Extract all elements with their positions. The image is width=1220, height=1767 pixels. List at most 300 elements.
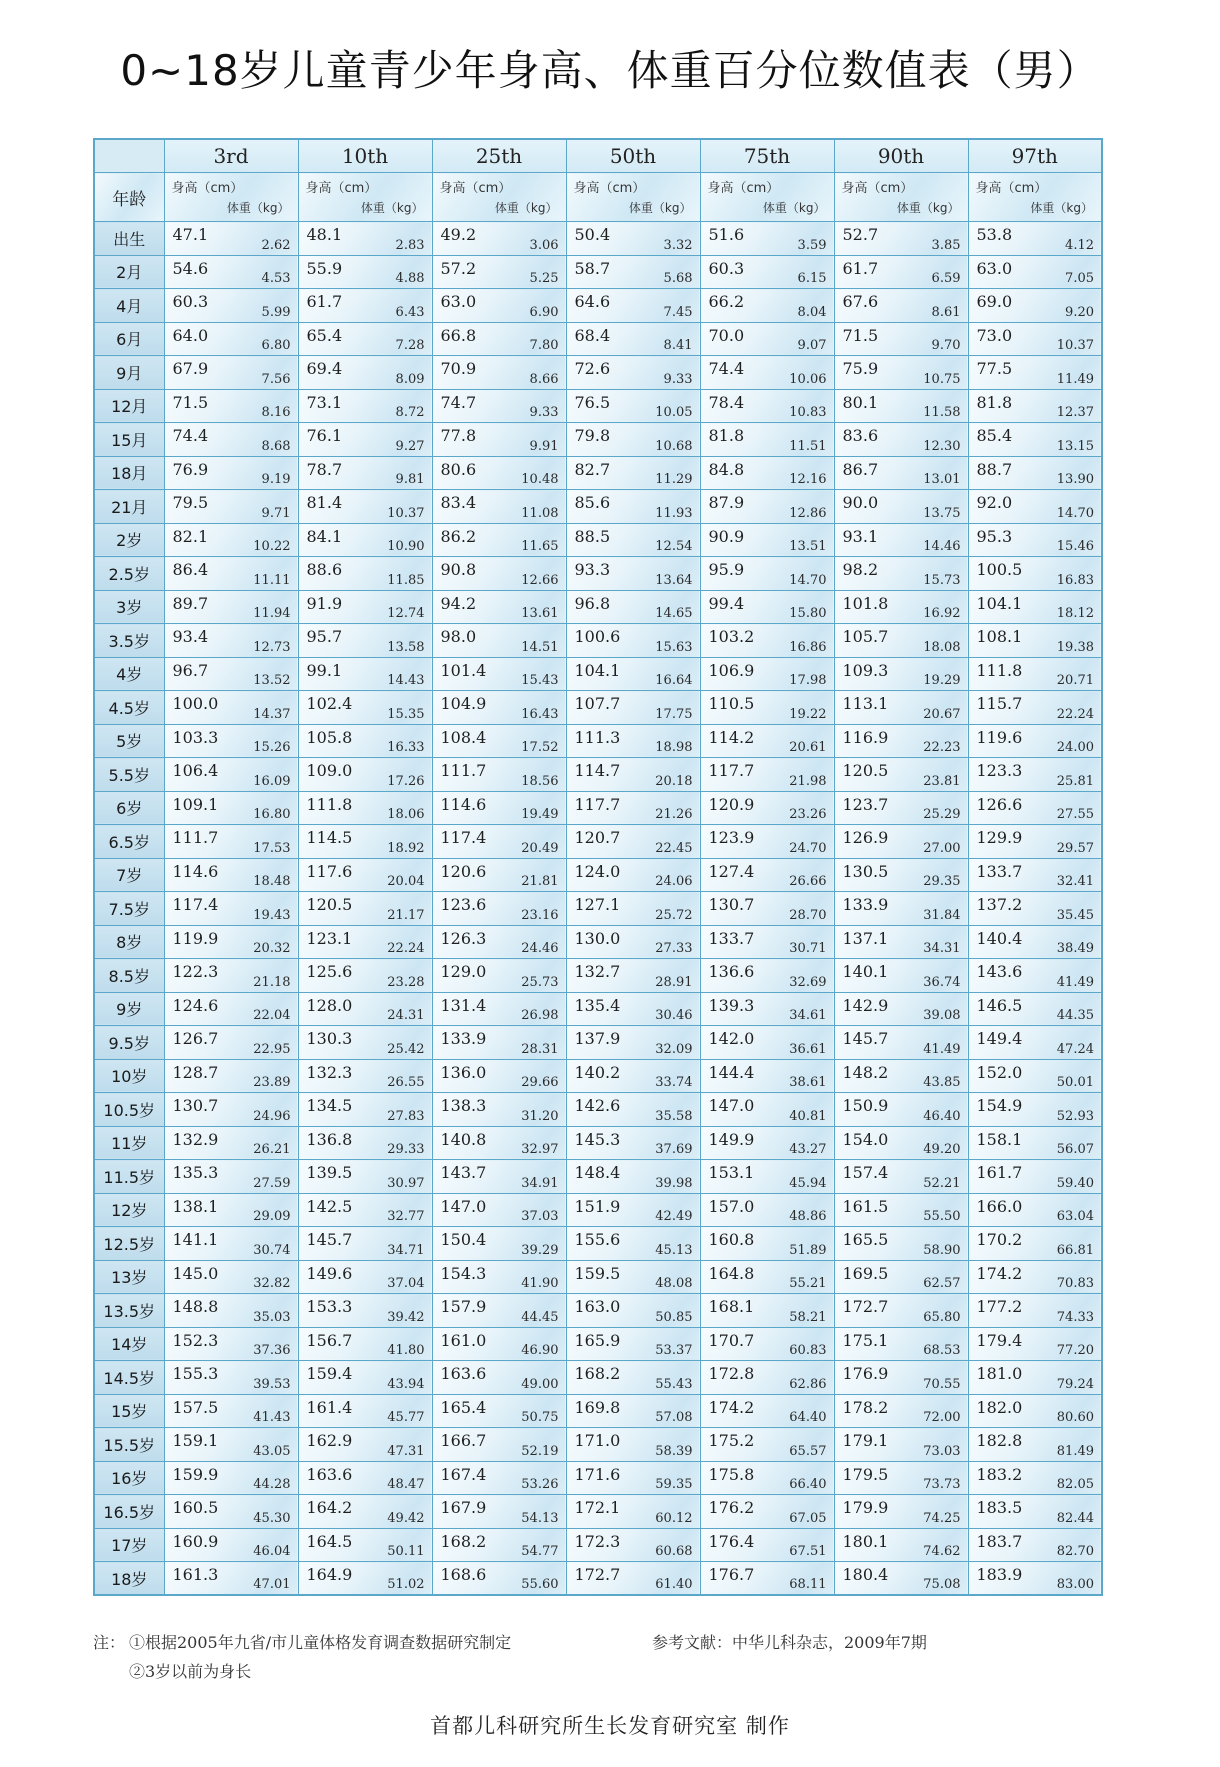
table-row bbox=[94, 557, 1102, 591]
weight-value: 16.43 bbox=[521, 706, 559, 722]
table-row bbox=[94, 791, 1102, 825]
weight-value: 82.05 bbox=[1056, 1477, 1094, 1492]
weight-value: 38.61 bbox=[789, 1075, 827, 1090]
value-cell bbox=[298, 1193, 432, 1227]
weight-value: 27.33 bbox=[655, 941, 693, 956]
height-value: 132.3 bbox=[306, 1062, 353, 1082]
value-cell bbox=[164, 255, 298, 289]
value-cell bbox=[298, 624, 432, 658]
value-cell bbox=[164, 557, 298, 591]
value-cell bbox=[566, 1026, 700, 1060]
height-value: 158.1 bbox=[976, 1129, 1023, 1149]
height-value: 86.7 bbox=[842, 459, 879, 479]
height-value: 110.5 bbox=[708, 694, 755, 713]
height-value: 157.5 bbox=[172, 1397, 219, 1417]
table-row bbox=[94, 389, 1102, 423]
value-cell bbox=[566, 1160, 700, 1194]
value-cell bbox=[432, 1394, 566, 1428]
value-cell bbox=[834, 490, 968, 524]
weight-value: 20.61 bbox=[789, 740, 827, 755]
height-value: 98.2 bbox=[842, 560, 879, 579]
height-value: 87.9 bbox=[708, 493, 745, 512]
weight-value: 24.31 bbox=[387, 1008, 425, 1023]
weight-value: 21.17 bbox=[387, 907, 425, 923]
value-cell bbox=[968, 523, 1102, 557]
weight-value: 34.91 bbox=[521, 1175, 559, 1191]
weight-value: 14.46 bbox=[923, 539, 961, 554]
value-cell bbox=[834, 691, 968, 725]
weight-value: 82.44 bbox=[1056, 1510, 1094, 1526]
weight-value: 18.12 bbox=[1056, 606, 1094, 621]
weight-value: 8.68 bbox=[261, 438, 291, 454]
value-cell bbox=[164, 1394, 298, 1428]
weight-value: 45.13 bbox=[655, 1242, 693, 1258]
weight-value: 53.26 bbox=[521, 1477, 559, 1492]
height-value: 143.6 bbox=[976, 962, 1023, 981]
weight-value: 59.40 bbox=[1056, 1175, 1094, 1191]
value-cell bbox=[298, 222, 432, 256]
height-unit-label: 身高（cm） bbox=[573, 181, 646, 196]
height-value: 154.9 bbox=[976, 1096, 1023, 1115]
weight-value: 40.81 bbox=[789, 1108, 827, 1124]
height-value: 130.7 bbox=[172, 1096, 219, 1115]
weight-value: 46.04 bbox=[253, 1544, 291, 1559]
height-value: 113.1 bbox=[842, 694, 889, 713]
weight-value: 15.80 bbox=[789, 606, 827, 621]
weight-value: 47.24 bbox=[1056, 1041, 1094, 1057]
height-value: 114.7 bbox=[574, 761, 621, 780]
value-cell bbox=[298, 1428, 432, 1462]
height-value: 74.7 bbox=[440, 392, 477, 412]
weight-value: 26.21 bbox=[253, 1142, 291, 1157]
height-value: 180.1 bbox=[842, 1531, 889, 1551]
height-value: 83.4 bbox=[440, 493, 477, 512]
value-cell bbox=[432, 1361, 566, 1395]
weight-value: 27.00 bbox=[923, 840, 961, 856]
weight-value: 25.81 bbox=[1056, 773, 1094, 789]
value-cell bbox=[432, 1562, 566, 1596]
value-cell bbox=[432, 1093, 566, 1127]
value-cell bbox=[566, 624, 700, 658]
value-cell bbox=[566, 691, 700, 725]
value-cell bbox=[164, 992, 298, 1026]
height-value: 129.9 bbox=[976, 828, 1023, 847]
weight-value: 10.90 bbox=[387, 539, 425, 554]
weight-value: 35.58 bbox=[655, 1108, 693, 1124]
height-value: 109.0 bbox=[306, 761, 353, 780]
height-value: 73.0 bbox=[976, 325, 1013, 345]
value-cell bbox=[298, 1126, 432, 1160]
weight-value: 12.86 bbox=[789, 505, 827, 521]
table-row bbox=[94, 1495, 1102, 1529]
height-value: 64.6 bbox=[574, 292, 611, 311]
weight-value: 24.96 bbox=[253, 1108, 291, 1124]
value-cell bbox=[700, 791, 834, 825]
weight-value: 66.40 bbox=[789, 1477, 827, 1492]
value-cell bbox=[164, 1093, 298, 1127]
value-cell bbox=[298, 724, 432, 758]
value-cell bbox=[700, 959, 834, 993]
height-value: 94.2 bbox=[440, 593, 477, 613]
table-row bbox=[94, 657, 1102, 691]
weight-value: 62.57 bbox=[923, 1276, 961, 1291]
value-cell bbox=[164, 1495, 298, 1529]
weight-value: 24.00 bbox=[1056, 740, 1094, 755]
value-cell bbox=[566, 490, 700, 524]
age-cell: 12.5岁 bbox=[94, 1227, 164, 1261]
height-value: 92.0 bbox=[976, 493, 1013, 512]
weight-value: 22.95 bbox=[253, 1041, 291, 1057]
height-value: 148.4 bbox=[574, 1163, 621, 1182]
weight-value: 21.26 bbox=[655, 807, 693, 822]
height-value: 179.4 bbox=[976, 1330, 1023, 1350]
table-row bbox=[94, 1294, 1102, 1328]
height-value: 159.5 bbox=[574, 1263, 621, 1283]
weight-value: 18.56 bbox=[521, 773, 559, 789]
weight-value: 15.35 bbox=[387, 706, 425, 722]
height-value: 104.9 bbox=[440, 694, 487, 713]
height-value: 169.8 bbox=[574, 1397, 621, 1417]
value-cell bbox=[968, 1562, 1102, 1596]
value-cell bbox=[432, 1327, 566, 1361]
weight-value: 14.37 bbox=[253, 706, 291, 722]
height-value: 89.7 bbox=[172, 593, 209, 613]
weight-value: 10.75 bbox=[923, 371, 961, 387]
value-cell bbox=[834, 825, 968, 859]
height-value: 82.7 bbox=[574, 459, 611, 479]
value-cell bbox=[968, 1428, 1102, 1462]
table-row bbox=[94, 1562, 1102, 1596]
value-cell bbox=[432, 791, 566, 825]
height-value: 153.3 bbox=[306, 1297, 353, 1316]
height-value: 85.4 bbox=[976, 426, 1013, 445]
value-cell bbox=[834, 892, 968, 926]
value-cell bbox=[298, 389, 432, 423]
height-value: 144.4 bbox=[708, 1062, 755, 1082]
value-cell bbox=[968, 1327, 1102, 1361]
value-cell bbox=[700, 557, 834, 591]
weight-value: 67.51 bbox=[789, 1544, 827, 1559]
percentile-header: 3rd bbox=[164, 139, 298, 173]
weight-value: 15.63 bbox=[655, 639, 693, 655]
weight-value: 5.99 bbox=[261, 304, 291, 320]
age-cell: 4月 bbox=[94, 289, 164, 323]
weight-value: 8.61 bbox=[931, 304, 961, 320]
weight-value: 23.81 bbox=[923, 773, 961, 789]
height-value: 172.7 bbox=[842, 1297, 889, 1316]
table-row bbox=[94, 1394, 1102, 1428]
value-cell bbox=[432, 691, 566, 725]
weight-value: 9.33 bbox=[663, 371, 693, 387]
weight-value: 39.98 bbox=[655, 1175, 693, 1191]
value-cell bbox=[968, 1361, 1102, 1395]
measure-header bbox=[164, 173, 298, 222]
weight-value: 23.16 bbox=[521, 907, 559, 923]
value-cell bbox=[566, 758, 700, 792]
height-value: 117.4 bbox=[440, 828, 487, 847]
height-value: 130.7 bbox=[708, 895, 755, 914]
value-cell bbox=[700, 1495, 834, 1529]
table-row bbox=[94, 1227, 1102, 1261]
weight-value: 48.86 bbox=[789, 1209, 827, 1224]
height-value: 81.8 bbox=[708, 426, 745, 445]
value-cell bbox=[700, 657, 834, 691]
value-cell bbox=[432, 1160, 566, 1194]
value-cell bbox=[834, 624, 968, 658]
age-cell: 5.5岁 bbox=[94, 758, 164, 792]
value-cell bbox=[566, 1193, 700, 1227]
value-cell bbox=[834, 1528, 968, 1562]
table-row bbox=[94, 322, 1102, 356]
value-cell bbox=[834, 1059, 968, 1093]
height-value: 145.7 bbox=[306, 1230, 353, 1249]
value-cell bbox=[700, 523, 834, 557]
value-cell bbox=[566, 1394, 700, 1428]
weight-value: 27.83 bbox=[387, 1108, 425, 1124]
value-cell bbox=[164, 1294, 298, 1328]
height-value: 100.6 bbox=[574, 627, 621, 646]
value-cell bbox=[432, 255, 566, 289]
height-value: 157.9 bbox=[440, 1297, 487, 1316]
height-value: 148.8 bbox=[172, 1297, 219, 1316]
height-value: 93.1 bbox=[842, 526, 879, 546]
height-value: 164.5 bbox=[306, 1531, 353, 1551]
weight-value: 11.93 bbox=[655, 505, 693, 521]
height-value: 108.4 bbox=[440, 727, 487, 747]
weight-value: 21.98 bbox=[789, 773, 827, 789]
weight-value: 22.04 bbox=[253, 1008, 291, 1023]
weight-value: 11.29 bbox=[655, 472, 693, 487]
value-cell bbox=[834, 356, 968, 390]
height-value: 111.3 bbox=[574, 727, 621, 747]
weight-unit-label: 体重（kg） bbox=[628, 201, 692, 215]
value-cell bbox=[968, 925, 1102, 959]
height-value: 117.6 bbox=[306, 861, 353, 881]
height-value: 69.0 bbox=[976, 292, 1013, 311]
value-cell bbox=[968, 1528, 1102, 1562]
value-cell bbox=[968, 724, 1102, 758]
height-value: 145.0 bbox=[172, 1263, 219, 1283]
weight-value: 30.46 bbox=[655, 1008, 693, 1023]
weight-value: 7.56 bbox=[261, 371, 291, 387]
weight-value: 65.57 bbox=[789, 1443, 827, 1459]
value-cell bbox=[968, 423, 1102, 457]
height-value: 167.4 bbox=[440, 1464, 487, 1484]
weight-value: 70.55 bbox=[923, 1376, 961, 1392]
age-cell: 15岁 bbox=[94, 1394, 164, 1428]
value-cell bbox=[566, 791, 700, 825]
value-cell bbox=[968, 858, 1102, 892]
value-cell bbox=[164, 1461, 298, 1495]
value-cell bbox=[164, 691, 298, 725]
height-value: 95.3 bbox=[976, 526, 1013, 546]
weight-value: 39.42 bbox=[387, 1309, 425, 1325]
weight-value: 24.06 bbox=[655, 874, 693, 889]
height-value: 76.5 bbox=[574, 392, 611, 412]
value-cell bbox=[566, 356, 700, 390]
weight-value: 29.33 bbox=[387, 1142, 425, 1157]
height-value: 126.3 bbox=[440, 928, 487, 948]
value-cell bbox=[968, 456, 1102, 490]
height-value: 84.1 bbox=[306, 526, 343, 546]
value-cell bbox=[700, 255, 834, 289]
value-cell bbox=[164, 758, 298, 792]
value-cell bbox=[700, 356, 834, 390]
height-value: 165.5 bbox=[842, 1230, 889, 1249]
weight-value: 52.21 bbox=[923, 1175, 961, 1191]
weight-value: 32.69 bbox=[789, 974, 827, 990]
height-value: 168.1 bbox=[708, 1297, 755, 1316]
height-value: 104.1 bbox=[976, 593, 1023, 613]
value-cell bbox=[432, 1026, 566, 1060]
weight-value: 60.68 bbox=[655, 1544, 693, 1559]
height-value: 74.4 bbox=[708, 359, 745, 378]
table-row bbox=[94, 1059, 1102, 1093]
weight-value: 46.40 bbox=[923, 1108, 961, 1124]
height-value: 135.4 bbox=[574, 995, 621, 1015]
height-value: 55.9 bbox=[306, 258, 343, 278]
value-cell bbox=[834, 925, 968, 959]
value-cell bbox=[700, 1059, 834, 1093]
value-cell bbox=[968, 557, 1102, 591]
value-cell bbox=[164, 1260, 298, 1294]
height-value: 149.4 bbox=[976, 1029, 1023, 1048]
height-value: 160.9 bbox=[172, 1531, 219, 1551]
value-cell bbox=[834, 222, 968, 256]
value-cell bbox=[298, 1528, 432, 1562]
height-value: 177.2 bbox=[976, 1297, 1023, 1316]
value-cell bbox=[298, 858, 432, 892]
height-value: 70.9 bbox=[440, 359, 477, 378]
value-cell bbox=[566, 255, 700, 289]
value-cell bbox=[432, 959, 566, 993]
weight-value: 8.72 bbox=[395, 405, 425, 420]
height-value: 147.0 bbox=[440, 1196, 487, 1216]
value-cell bbox=[432, 423, 566, 457]
height-value: 133.7 bbox=[976, 861, 1023, 881]
height-value: 181.0 bbox=[976, 1364, 1023, 1383]
value-cell bbox=[566, 959, 700, 993]
weight-value: 54.77 bbox=[521, 1544, 559, 1559]
height-value: 91.9 bbox=[306, 593, 343, 613]
weight-value: 64.40 bbox=[789, 1410, 827, 1425]
value-cell bbox=[968, 1394, 1102, 1428]
value-cell bbox=[432, 624, 566, 658]
height-value: 131.4 bbox=[440, 995, 487, 1015]
value-cell bbox=[432, 657, 566, 691]
age-cell: 13岁 bbox=[94, 1260, 164, 1294]
height-value: 69.4 bbox=[306, 359, 343, 378]
height-value: 61.7 bbox=[842, 258, 879, 278]
weight-value: 6.80 bbox=[261, 338, 291, 353]
value-cell bbox=[566, 1528, 700, 1562]
height-value: 66.8 bbox=[440, 325, 477, 345]
value-cell bbox=[164, 1562, 298, 1596]
height-value: 81.8 bbox=[976, 392, 1013, 412]
value-cell bbox=[700, 1394, 834, 1428]
height-value: 138.3 bbox=[440, 1096, 487, 1115]
age-cell: 16岁 bbox=[94, 1461, 164, 1495]
weight-value: 50.75 bbox=[521, 1410, 559, 1425]
weight-value: 9.27 bbox=[395, 438, 425, 454]
height-value: 117.4 bbox=[172, 895, 219, 914]
height-value: 147.0 bbox=[708, 1096, 755, 1115]
value-cell bbox=[700, 758, 834, 792]
age-cell: 6.5岁 bbox=[94, 825, 164, 859]
weight-value: 4.88 bbox=[395, 271, 425, 286]
value-cell bbox=[432, 322, 566, 356]
value-cell bbox=[834, 1026, 968, 1060]
height-value: 128.7 bbox=[172, 1062, 219, 1082]
height-value: 149.9 bbox=[708, 1129, 755, 1149]
value-cell bbox=[700, 825, 834, 859]
age-cell: 3岁 bbox=[94, 590, 164, 624]
weight-value: 25.42 bbox=[387, 1041, 425, 1057]
value-cell bbox=[700, 322, 834, 356]
height-value: 119.9 bbox=[172, 928, 219, 948]
value-cell bbox=[834, 1093, 968, 1127]
value-cell bbox=[164, 1361, 298, 1395]
height-value: 165.4 bbox=[440, 1397, 487, 1417]
value-cell bbox=[834, 389, 968, 423]
value-cell bbox=[164, 1160, 298, 1194]
weight-value: 16.83 bbox=[1056, 572, 1094, 588]
height-value: 88.6 bbox=[306, 560, 343, 579]
height-value: 114.2 bbox=[708, 727, 755, 747]
table-row bbox=[94, 1528, 1102, 1562]
height-value: 182.8 bbox=[976, 1431, 1023, 1450]
height-value: 80.6 bbox=[440, 459, 477, 479]
weight-value: 12.73 bbox=[253, 639, 291, 655]
value-cell bbox=[566, 1260, 700, 1294]
weight-value: 32.97 bbox=[521, 1142, 559, 1157]
value-cell bbox=[566, 289, 700, 323]
value-cell bbox=[834, 1227, 968, 1261]
height-value: 104.1 bbox=[574, 660, 621, 680]
height-value: 139.3 bbox=[708, 995, 755, 1015]
weight-value: 19.43 bbox=[253, 907, 291, 923]
weight-value: 17.26 bbox=[387, 773, 425, 789]
height-value: 66.2 bbox=[708, 292, 745, 311]
value-cell bbox=[298, 959, 432, 993]
percentile-header: 90th bbox=[834, 139, 968, 173]
value-cell bbox=[432, 758, 566, 792]
value-cell bbox=[298, 758, 432, 792]
table-row bbox=[94, 825, 1102, 859]
weight-value: 52.19 bbox=[521, 1443, 559, 1459]
weight-value: 49.42 bbox=[387, 1510, 425, 1526]
table-body bbox=[94, 222, 1102, 1596]
value-cell bbox=[834, 1428, 968, 1462]
height-value: 109.3 bbox=[842, 660, 889, 680]
weight-value: 32.82 bbox=[253, 1276, 291, 1291]
height-value: 130.3 bbox=[306, 1029, 353, 1048]
age-cell: 2.5岁 bbox=[94, 557, 164, 591]
height-value: 120.7 bbox=[574, 828, 621, 847]
weight-unit-label: 体重（kg） bbox=[226, 201, 290, 215]
height-value: 176.2 bbox=[708, 1498, 755, 1517]
value-cell bbox=[700, 1093, 834, 1127]
weight-value: 50.11 bbox=[387, 1544, 425, 1559]
weight-value: 51.02 bbox=[387, 1577, 425, 1592]
height-unit-label: 身高（cm） bbox=[439, 181, 512, 196]
value-cell bbox=[566, 1562, 700, 1596]
weight-value: 34.71 bbox=[387, 1242, 425, 1258]
height-value: 123.7 bbox=[842, 794, 889, 814]
weight-value: 28.70 bbox=[789, 907, 827, 923]
value-cell bbox=[432, 858, 566, 892]
value-cell bbox=[298, 289, 432, 323]
